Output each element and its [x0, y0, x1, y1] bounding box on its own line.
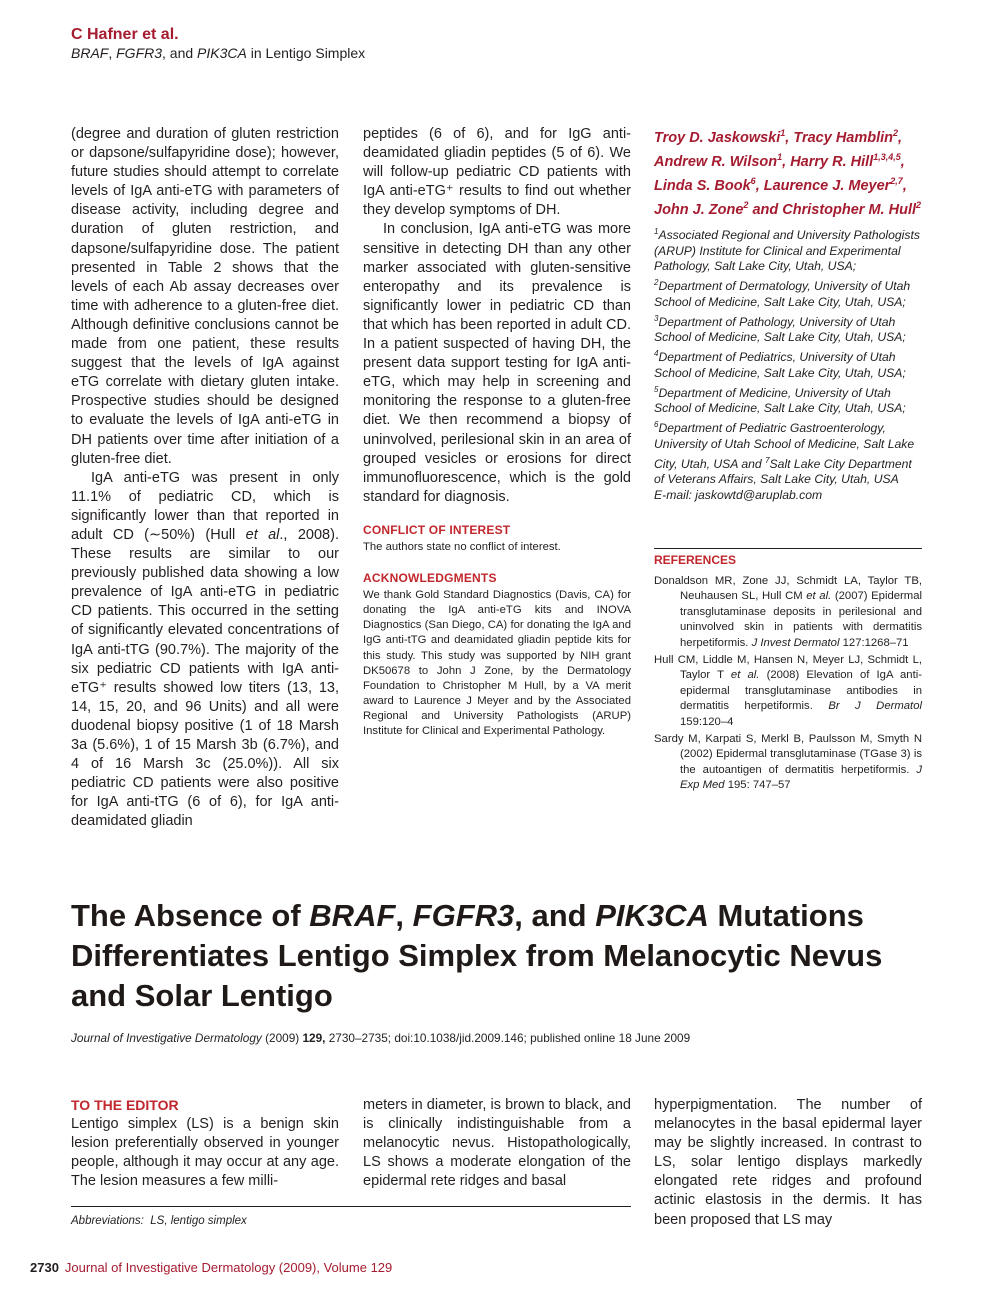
- author-email[interactable]: E-mail: jaskowtd@aruplab.com: [654, 487, 823, 502]
- abbreviations-footnote: Abbreviations: LS, lentigo simplex: [71, 1215, 247, 1227]
- paragraph: peptides (6 of 6), and for IgG anti-deamidated gliadin peptides (5 of 6). We will follow-up pediatric CD patients with IgA anti-eTG⁺ results to find out whether they develop symptoms of DH.: [363, 126, 631, 219]
- acknowledgments-text: We thank Gold Standard Diagnostics (Davis, CA) for donating the IgA anti-eTG kits and INOVA Diagnostics (San Diego, CA) for donating the IgA and IgG anti-tTG and deamidated gliadin peptide kits for this study. This study was supported by NIH grant DK50678 to John J Zone, by the Dermatology Foundation to Christopher M Hull, by a VA merit award to Laurence J Meyer and by the Associated Regional and University Pathologists (ARUP) Institute for Clinical and Experimental Pathology.: [363, 589, 631, 737]
- article-title: The Absence of BRAF, FGFR3, and PIK3CA Mutations Differentiates Lentigo Simplex from Melanocytic Nevus and Solar Lentigo: [71, 898, 883, 1013]
- page-footer: [30, 1260, 392, 1275]
- author: Harry R. Hill$^{1,3,4,5}$,: [790, 151, 905, 170]
- references-heading: REFERENCES: [654, 553, 737, 567]
- author: Christopher M. Hull$^2$: [782, 199, 922, 218]
- reference-item: Sardy M, Karpati S, Merkl B, Paulsson M, Smyth N (2002) Epidermal transglutaminase (TGase 3) is the autoantigen of dermatitis herpetiformis. J Exp Med 195: 747–57: [654, 733, 922, 792]
- author: Tracy Hamblin$^2$,: [793, 128, 903, 146]
- affiliation: $^7$Salt Lake City Department of Veterans Affairs, Salt Lake City, Utah, USA: [654, 455, 912, 487]
- author: Linda S. Book$^6$,: [654, 175, 764, 194]
- references-divider: [654, 548, 922, 549]
- affiliation: $^6$Department of Pediatric Gastroenterology, University of Utah School of Medicine, Salt Lake City, Utah, USA and: [654, 420, 915, 471]
- prev-article-column-2: [363, 125, 631, 739]
- prev-article-column-1: [71, 125, 339, 831]
- running-head-author: C Hafner et al.: [71, 26, 179, 43]
- author: Troy D. Jaskowski$^1$,: [654, 128, 794, 146]
- page-number: 2730: [30, 1260, 59, 1275]
- to-the-editor-heading: TO THE EDITOR: [71, 1097, 179, 1113]
- author: Laurence J. Meyer$^{2,7}$,: [763, 175, 907, 194]
- paragraph: IgA anti-eTG was present in only 11.1% of pediatric CD, which is significantly lower than that reported in adult CD (∼50%) (Hull et al., 2008). These results are similar to our previously published data showing a low prevalence of IgA anti-eTG in pediatric CD patients. This occurred in the setting of significantly elevated concentrations of IgA anti-tTG (90.7%). The majority of the six pediatric CD patients with IgA anti-eTG⁺ results showed low titers (13, 13, 14, 15, 20, and 96 Units) and all were duodenal biopsy positive (1 of 18 Marsh 3a (5.6%), 1 of 15 Marsh 3b (6.7%), and 4 of 16 Marsh 3c (25.0%)). All six pediatric CD patients were also positive for IgA anti-tTG (6 of 6), for IgA anti-deamidated gliadin: [71, 469, 339, 830]
- footer-journal: Journal of Investigative Dermatology (2009), Volume 129: [64, 1260, 393, 1275]
- paragraph: meters in diameter, is brown to black, and is clinically indistinguishable from a melanocytic nevus. Histopathologically, LS shows a moderate elongation of the epidermal rete ridges and basal: [363, 1097, 631, 1190]
- affiliation: $^3$Department of Pathology, University of Utah School of Medicine, Salt Lake City, Utah, USA;: [654, 313, 906, 345]
- paragraph: Lentigo simplex (LS) is a benign skin lesion preferentially observed in younger people, although it may occur at any age. The lesion measures a few milli-: [71, 1116, 339, 1190]
- affiliation: $^1$Associated Regional and University Pathologists (ARUP) Institute for Clinical and Experimental Pathology, Salt Lake City, Utah, USA;: [654, 227, 920, 274]
- running-head-title: BRAF, FGFR3, and PIK3CA in Lentigo Simplex: [71, 45, 366, 61]
- affiliations: [654, 224, 922, 504]
- author-list: [654, 124, 922, 220]
- article-column-1: [71, 1096, 339, 1191]
- article-citation: Journal of Investigative Dermatology (2009) 129, 2730–2735; doi:10.1038/jid.2009.146; published online 18 June 2009: [71, 1031, 691, 1045]
- reference-item: Donaldson MR, Zone JJ, Schmidt LA, Taylor TB, Neuhausen SL, Hull CM et al. (2007) Epidermal transglutaminase deposits in perilesional and uninvolved skin in patients with dermatitis herpetiformis. J Invest Dermatol 127:1268–71: [654, 575, 923, 649]
- paragraph: hyperpigmentation. The number of melanocytes in the basal epidermal layer may be slightly increased. In contrast to LS, solar lentigo displays markedly elongated rete ridges and profound actinic elastosis in the dermis. It has been proposed that LS may: [654, 1097, 922, 1228]
- affiliation: $^4$Department of Pediatrics, University of Utah School of Medicine, Salt Lake City, Utah, USA;: [654, 349, 906, 380]
- reference-list: [654, 574, 922, 796]
- paragraph: In conclusion, IgA anti-eTG was more sensitive in detecting DH than any other marker associated with gluten-sensitive enteropathy and its prevalence is significantly lower in pediatric CD than that which has been reported in adult CD. In a patient suspected of having DH, the present data support testing for IgA anti-eTG, which may help in screening and monitoring the response to a gluten-free diet. We then recommend a biopsy of uninvolved, perilesional skin in an area of grouped vesicles or erosions for direct immunofluorescence, which is the gold standard for diagnosis.: [363, 221, 631, 505]
- conflict-of-interest-text: The authors state no conflict of interest.: [363, 540, 561, 553]
- article-column-2: [363, 1096, 631, 1191]
- conflict-of-interest-heading: CONFLICT OF INTEREST: [363, 522, 511, 537]
- paragraph: (degree and duration of gluten restriction or dapsone/sulfapyridine dose); however, future studies should attempt to correlate levels of IgA anti-eTG with parameters of disease activity, including degree and duration of gluten restriction, and dapsone/sulfapyridine dose. The patient presented in Table 2 shows that the levels of each Ab assay decreases over time with adherence to a gluten-free diet. Although definitive conclusions cannot be made from one patient, these results suggest that the levels of IgA against eTG correlate with dietary gluten intake. Prospective studies should be designed to evaluate the levels of IgA anti-eTG in DH patients over time after initiation of a gluten-free diet.: [71, 126, 339, 467]
- reference-item: Hull CM, Liddle M, Hansen N, Meyer LJ, Schmidt L, Taylor T et al. (2008) Elevation of IgA anti-epidermal transglutaminase antibodies in dermatitis herpetiformis. Br J Dermatol 159:120–4: [654, 654, 922, 728]
- affiliation: $^2$Department of Dermatology, University of Utah School of Medicine, Salt Lake City, Utah, USA;: [654, 278, 911, 309]
- article-column-3: [654, 1096, 922, 1230]
- footnote-divider: [71, 1206, 631, 1207]
- author: Andrew R. Wilson$^1$,: [654, 151, 791, 170]
- author: John J. Zone$^2$ and: [654, 199, 783, 218]
- affiliation: $^5$Department of Medicine, University of Utah School of Medicine, Salt Lake City, Utah, USA;: [654, 384, 906, 416]
- acknowledgments-heading: ACKNOWLEDGMENTS: [363, 571, 497, 586]
